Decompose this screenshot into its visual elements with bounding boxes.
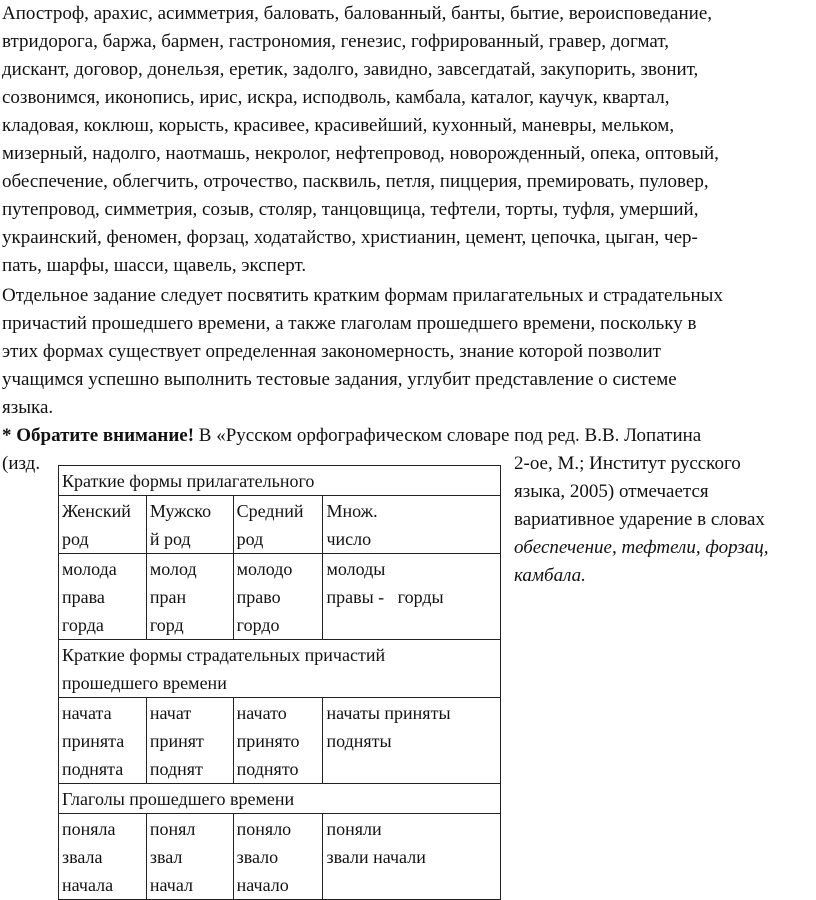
- cell-line: принята: [62, 731, 125, 751]
- section-title-verbs: [59, 784, 501, 814]
- note-side-line: 2-ое, М.; Институт русского: [514, 453, 741, 474]
- header-neuter: [233, 496, 323, 554]
- table-row: [59, 554, 501, 640]
- cell-line: Женский: [62, 501, 131, 521]
- cell-line: молоды: [326, 559, 386, 579]
- table-cell: [233, 814, 323, 900]
- text-line: языка.: [2, 397, 54, 418]
- table-cell: [146, 554, 233, 640]
- table-cell: [146, 814, 233, 900]
- text-line: учащимся успешно выполнить тестовые задания, углубит представление о системе: [2, 369, 677, 390]
- cell-line: род: [236, 529, 264, 549]
- table-cell: [59, 554, 147, 640]
- table-cell: [323, 698, 501, 784]
- cell-line: начата: [62, 703, 112, 723]
- cell-line: род: [62, 529, 89, 549]
- table-section-title-row: [59, 466, 501, 496]
- table-header-row: [59, 496, 501, 554]
- cell-line: й род: [149, 529, 191, 549]
- cell-line: принят: [149, 731, 204, 751]
- header-plural: [323, 496, 501, 554]
- cell-line: поднято: [236, 759, 299, 779]
- cell-line: прошедшего времени: [62, 673, 227, 693]
- cell-line: поднят: [149, 759, 203, 779]
- cell-line: молод: [149, 559, 197, 579]
- note-bold-lead: * Обратите внимание!: [2, 425, 195, 446]
- header-masculine: [146, 496, 233, 554]
- cell-line: звали начали: [326, 847, 426, 867]
- short-forms-table: [58, 465, 501, 900]
- cell-line: начала: [62, 875, 114, 895]
- cell-line: молодо: [236, 559, 293, 579]
- cell-line: начат: [149, 703, 192, 723]
- cell-line: поняли: [326, 819, 382, 839]
- cell-line: гордо: [236, 615, 280, 635]
- cell-line: Глаголы прошедшего времени: [62, 789, 295, 809]
- text-line: мизерный, надолго, наотмашь, некролог, нефтепровод, новорожденный, опека, оптовый,: [2, 143, 719, 164]
- cell-line: начато: [236, 703, 287, 723]
- text-line: этих формах существует определенная закономерность, знание которой позволит: [2, 341, 661, 362]
- cell-line: звала: [62, 847, 103, 867]
- note-italic-words: обеспечение, тефтели, форзац,: [514, 537, 769, 558]
- text-line: украинский, феномен, форзац, ходатайство, христианин, цемент, цепочка, цыган, чер-: [2, 227, 698, 248]
- cell-line: звало: [236, 847, 279, 867]
- cell-line: начаты приняты: [326, 703, 451, 723]
- text-line: пать, шарфы, шасси, щавель, эксперт.: [2, 255, 307, 276]
- note-side-line: вариативное ударение в словах: [514, 509, 765, 530]
- table-section-title-row: [59, 784, 501, 814]
- table-cell: [59, 698, 147, 784]
- cell-line: права: [62, 587, 105, 607]
- cell-line: поняло: [236, 819, 292, 839]
- section-title-adjectives: [59, 466, 501, 496]
- cell-line: горда: [62, 615, 104, 635]
- cell-line: подняты: [326, 731, 392, 751]
- header-feminine: [59, 496, 147, 554]
- note-text: В «Русском орфографическом словаре под ред. В.В. Лопатина: [194, 425, 702, 446]
- cell-line: Краткие формы прилагательного: [62, 471, 315, 491]
- cell-line: понял: [149, 819, 196, 839]
- cell-line: звал: [149, 847, 183, 867]
- text-line: дискант, договор, донельзя, еретик, задолго, завидно, завсегдатай, закупорить, звонит,: [2, 59, 699, 80]
- cell-line: поняла: [62, 819, 116, 839]
- cell-line: молода: [62, 559, 117, 579]
- cell-line: Множ.: [326, 501, 378, 521]
- table-cell: [59, 814, 147, 900]
- text-line: кладовая, коклюш, корысть, красивее, красивейший, кухонный, маневры, мельком,: [2, 115, 675, 136]
- table-cell: [146, 698, 233, 784]
- text-line: Апостроф, арахис, асимметрия, баловать, балованный, банты, бытие, вероисповедание,: [2, 3, 713, 24]
- cell-line: пран: [149, 587, 187, 607]
- cell-line: начало: [236, 875, 289, 895]
- cell-line: число: [326, 529, 372, 549]
- cell-line: право: [236, 587, 281, 607]
- table-row: [59, 814, 501, 900]
- cell-line: горд: [149, 615, 184, 635]
- cell-line: правы - горды: [326, 587, 444, 607]
- cell-line: Средний: [236, 501, 304, 521]
- cell-line: Краткие формы страдательных причастий: [62, 645, 386, 665]
- cell-line: поднята: [62, 759, 124, 779]
- text-line: втридорога, баржа, бармен, гастрономия, генезис, гофрированный, гравер, догмат,: [2, 31, 669, 52]
- note-left-fragment: (изд.: [2, 453, 41, 474]
- text-line: обеспечение, облегчить, отрочество, пасквиль, петля, пиццерия, премировать, пуловер,: [2, 171, 709, 192]
- table-cell: [233, 698, 323, 784]
- table-cell: [233, 554, 323, 640]
- table-section-title-row: [59, 640, 501, 698]
- section-title-participles: [59, 640, 501, 698]
- cell-line: начал: [149, 875, 193, 895]
- text-line: Отдельное задание следует посвятить кратким формам прилагательных и страдательных: [2, 285, 723, 306]
- text-line: путепровод, симметрия, созыв, столяр, танцовщица, тефтели, торты, туфля, умерший,: [2, 199, 699, 220]
- note-italic-words: камбала.: [514, 565, 586, 586]
- table-cell: [323, 814, 501, 900]
- note-side-line: языка, 2005) отмечается: [514, 481, 709, 502]
- table-cell: [323, 554, 501, 640]
- text-line: причастий прошедшего времени, а также глаголам прошедшего времени, поскольку в: [2, 313, 697, 334]
- cell-line: Мужско: [149, 501, 212, 521]
- text-line: созвонимся, иконопись, ирис, искра, исподволь, камбала, каталог, каучук, квартал,: [2, 87, 670, 108]
- table-row: [59, 698, 501, 784]
- note-first-line: [2, 422, 701, 450]
- cell-line: принято: [236, 731, 300, 751]
